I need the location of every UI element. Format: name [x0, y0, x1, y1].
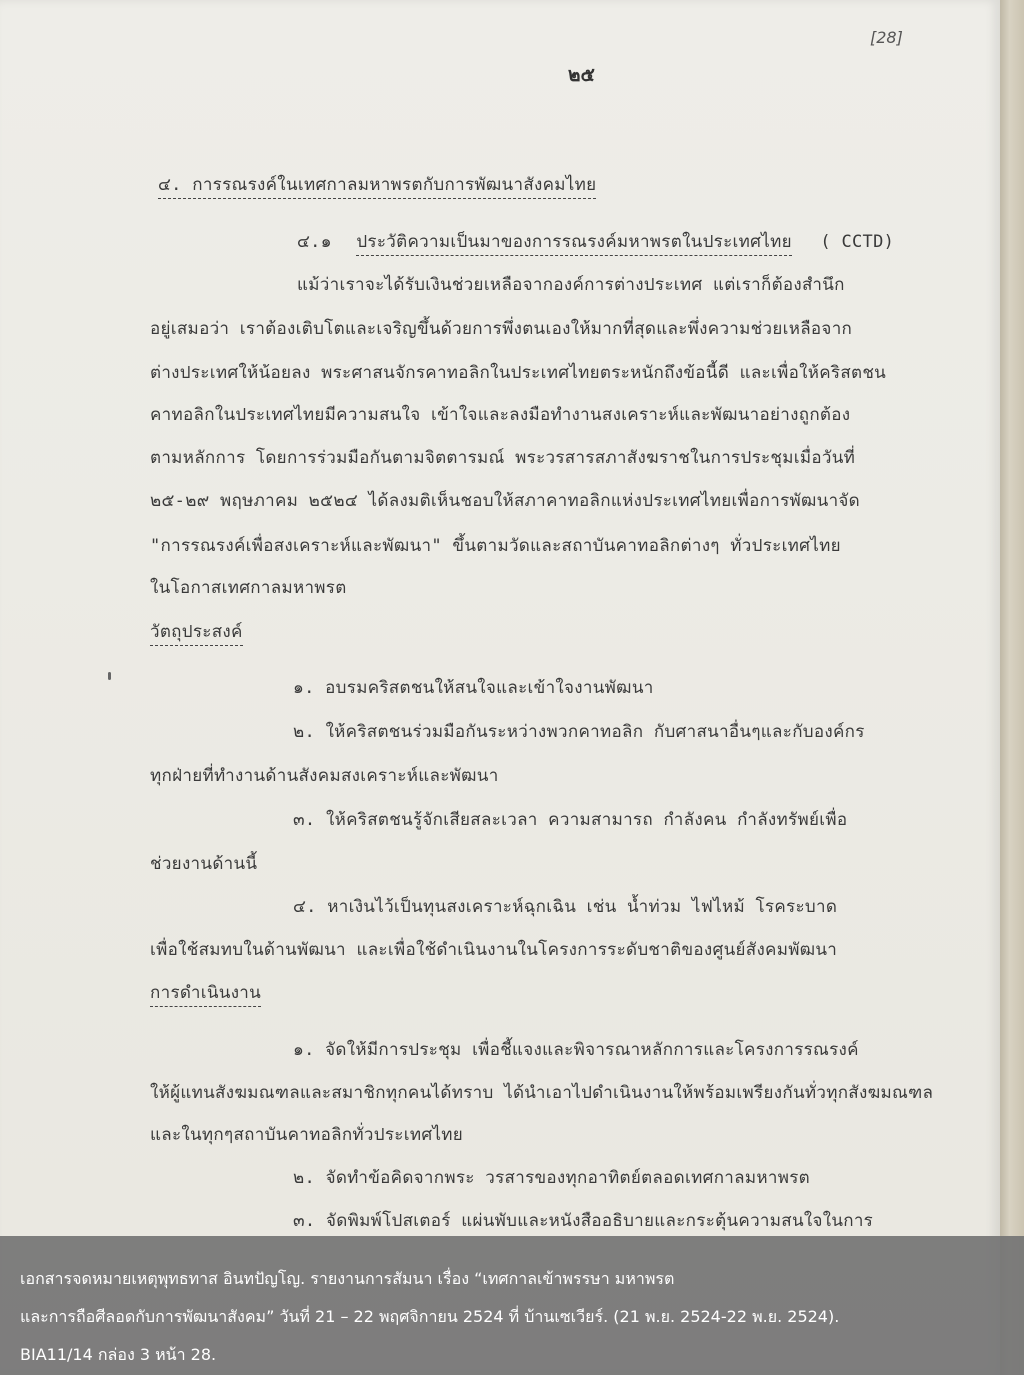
objective-item-4-cont: เพื่อใช้สมทบในด้านพัฒนา และเพื่อใช้ดำเนินงานในโครงการระดับชาติของศูนย์สังคมพัฒนา [150, 940, 838, 960]
intro-line: แม้ว่าเราจะได้รับเงินช่วยเหลือจากองค์การต่างประเทศ แต่เราก็ต้องสำนึก [297, 275, 845, 295]
page-edge [1000, 0, 1024, 1375]
operation-item-3: ๓. จัดพิมพ์โปสเตอร์ แผ่นพับและหนังสืออธิบายและกระตุ้นความสนใจในการ [293, 1211, 874, 1231]
objectives-heading [150, 624, 243, 641]
caption-line-1: เอกสารจดหมายเหตุพุทธทาส อินทปัญโญ. รายงานการสัมนา เรื่อง “เทศกาลเข้าพรรษา มหาพรต [20, 1269, 675, 1288]
objective-item-4: ๔. หาเงินไว้เป็นทุนสงเคราะห์ฉุกเฉิน เช่น น้ำท่วม ไฟไหม้ โรคระบาด [293, 897, 838, 917]
objective-item-2: ๒. ให้คริสตชนร่วมมือกันระหว่างพวกคาทอลิก กับศาสนาอื่นๆและกับองค์กร [293, 722, 865, 742]
subsection-abbreviation: ( CCTD) [820, 232, 895, 252]
page-number: ๒๕ [568, 64, 595, 86]
subsection-title: ประวัติความเป็นมาของการรณรงค์มหาพรตในประเทศไทย [356, 232, 792, 256]
subsection-heading [297, 234, 894, 251]
section-heading-text: ๔. การรณรงค์ในเทศกาลมหาพรตกับการพัฒนาสังคมไทย [158, 175, 596, 199]
intro-line: คาทอลิกในประเทศไทยมีความสนใจ เข้าใจและลงมือทำงานสงเคราะห์และพัฒนาอย่างถูกต้อง [150, 405, 851, 425]
intro-line: "การรณรงค์เพื่อสงเคราะห์และพัฒนา" ขึ้นตามวัดและสถาบันคาทอลิกต่างๆ ทั่วประเทศไทย [150, 536, 841, 556]
intro-line: อยู่เสมอว่า เราต้องเติบโตและเจริญขึ้นด้วยการพึ่งตนเองให้มากที่สุดและพึ่งความช่วยเหลือจาก [150, 319, 853, 339]
objectives-heading-text: วัตถุประสงค์ [150, 622, 243, 646]
objective-item-3: ๓. ให้คริสตชนรู้จักเสียสละเวลา ความสามารถ กำลังคน กำลังทรัพย์เพื่อ [293, 810, 848, 830]
objective-item-3-cont: ช่วยงานด้านนี้ [150, 854, 258, 874]
intro-line: ในโอกาสเทศกาลมหาพรต [150, 578, 347, 598]
operation-item-2: ๒. จัดทำข้อคิดจากพระ วรสารของทุกอาทิตย์ตลอดเทศกาลมหาพรต [293, 1168, 811, 1188]
section-heading [158, 177, 596, 194]
intro-line: ๒๕-๒๙ พฤษภาคม ๒๕๒๔ ได้ลงมติเห็นชอบให้สภาคาทอลิกแห่งประเทศไทยเพื่อการพัฒนาจัด [150, 491, 861, 511]
objective-item-1: ๑. อบรมคริสตชนให้สนใจและเข้าใจงานพัฒนา [293, 678, 654, 698]
intro-line: ต่างประเทศให้น้อยลง พระศาสนจักรคาทอลิกในประเทศไทยตระหนักถึงข้อนี้ดี และเพื่อให้คริสตชน [150, 363, 887, 383]
subsection-number: ๔.๑ [297, 232, 332, 252]
operations-heading [150, 985, 261, 1002]
caption-line-3: BIA11/14 กล่อง 3 หน้า 28. [20, 1345, 217, 1364]
archive-number: [28] [870, 28, 903, 47]
archive-caption [0, 1236, 1024, 1375]
objective-item-2-cont: ทุกฝ่ายที่ทำงานด้านสังคมสงเคราะห์และพัฒนา [150, 766, 499, 786]
operations-heading-text: การดำเนินงาน [150, 983, 261, 1007]
caption-line-2: และการถือศีลอดกับการพัฒนาสังคม” วันที่ 21 – 22 พฤศจิกายน 2524 ที่ บ้านเซเวียร์. (21 พ.ย. 2524-22 พ.ย. 2524). [20, 1307, 840, 1326]
ink-mark [108, 672, 111, 680]
operation-item-1-cont: และในทุกๆสถาบันคาทอลิกทั่วประเทศไทย [150, 1125, 464, 1145]
intro-line: ตามหลักการ โดยการร่วมมือกันตามจิตตารมณ์ พระวรสารสภาสังฆราชในการประชุมเมื่อวันที่ [150, 448, 856, 468]
operation-item-1-cont: ให้ผู้แทนสังฆมณฑลและสมาชิกทุกคนได้ทราบ ได้นำเอาไปดำเนินงานให้พร้อมเพรียงกันทั่วทุกสังฆมณฑล [150, 1083, 934, 1103]
operation-item-1: ๑. จัดให้มีการประชุม เพื่อชี้แจงและพิจารณาหลักการและโครงการรณรงค์ [293, 1040, 859, 1060]
